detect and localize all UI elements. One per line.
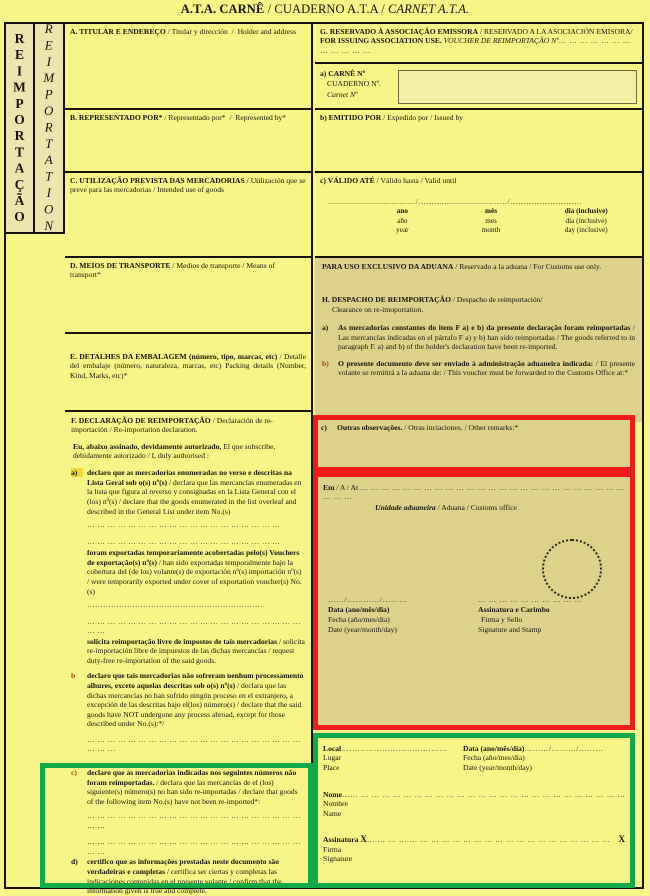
f-c-rest: / declara que las mercancías de el (los) siguiente(s) número(s) no han sido re-importadas / declare that goods of the following item No.(s) have not been re-imported*: <box>87 777 298 806</box>
field-f-pt: DECLARAÇÃO DE REIMPORTAÇÃO <box>78 416 211 425</box>
f-c-bold: declaro que as mercadorias indicadas nos seguintes números não foram reimportadas. <box>87 767 297 787</box>
title-sep-1: / <box>264 2 275 16</box>
field-d-en: Means of transport* <box>70 261 275 280</box>
valid-month-es: mes <box>485 216 497 225</box>
f-a-bold-3: solicita reimportação livre de impostos de tais mercadorias <box>87 636 278 646</box>
f-d-rest: / certifica ser ciertas y completas las indicaciones contenidas en el presente volante / confirm that the information given is true and complete. <box>87 867 282 896</box>
field-b-represented-by[interactable] <box>65 110 311 173</box>
holder-sig-en: Signature <box>323 854 353 864</box>
f-c-dots-1[interactable]: … … … … … … … … … … … … … … … … … … … … … … … <box>87 811 301 830</box>
valid-day-pt: dia (inclusive) <box>564 207 608 216</box>
valid-day-en: day (inclusive) <box>564 226 608 235</box>
carnet-es: CUADERNO Nº. <box>327 79 381 89</box>
field-f-item-a-marker: a) <box>71 468 83 477</box>
field-e-code: E. <box>70 352 77 361</box>
h-c-body <box>337 423 624 433</box>
holder-sig-es: Firma <box>323 845 342 855</box>
customs-stamp-block <box>478 595 628 635</box>
carnet-row <box>320 69 637 104</box>
field-h-item-c <box>321 423 624 433</box>
field-a-pt: TITULAR E ENDEREÇO <box>79 27 166 36</box>
spine-text-pt: REIMPORTAÇÃO <box>12 30 27 226</box>
field-c-valid-until[interactable] <box>315 173 642 258</box>
spine-text-en: REIMPORTATION <box>41 21 57 235</box>
issued-pt: EMITIDO POR <box>328 113 382 122</box>
field-f-intro <box>71 442 305 461</box>
holder-local-pt: Local <box>323 744 342 753</box>
field-c-pt: UTILIZAÇÃO PREVISTA DAS MERCADORIAS <box>79 176 245 185</box>
field-f-item-b <box>71 671 305 754</box>
field-c-code: C. <box>70 176 78 185</box>
field-d-code: D. <box>70 261 78 270</box>
office-pt: Em <box>323 483 335 492</box>
field-b-pt: REPRESENTADO POR* <box>78 113 163 122</box>
h-a-marker: a) <box>322 322 329 332</box>
field-f-item-d-marker: d) <box>71 857 78 867</box>
field-f-item-a-body <box>87 468 305 665</box>
stamp-placeholder-circle <box>542 539 602 599</box>
holder-sig-x-right: X <box>618 833 625 844</box>
f-a-bold-1: declaro que as mercadorias enumeradas no verso e descritas na Lista Geral sob o(s) nº(s) <box>87 468 292 487</box>
other-remarks-highlight-box[interactable] <box>313 415 635 472</box>
valid-month-en: month <box>481 226 501 235</box>
customs-signature-row <box>328 595 628 635</box>
holder-name-block <box>323 790 630 818</box>
field-c-label: C. UTILIZAÇÃO PREVISTA DAS MERCADORIAS / Utilización que se preve para las mercadorias / Intended use of goods <box>70 176 306 195</box>
f-a-dots-2[interactable]: … … … … … … … … … … … … … … … … … … … <box>87 536 281 546</box>
h-a-rest: / Las mercancías indicadas en el párrafo F a) y b) han sido reimportadas / The goods referred to in paragraph F. a) and b) of the holder's declaration have been re-imported. <box>338 322 635 352</box>
customs-date-block <box>328 595 478 635</box>
field-b-en: Represented by* <box>235 113 287 122</box>
valid-en: Valid until <box>424 176 457 185</box>
field-e-label: E. DETALHES DA EMBALAGEM (número, tipo, marcas, etc) / Detalle del embalaje (número, naturaleza, marcas, etc) Packing details (Number, Kind, Marks, etc)* <box>70 352 307 380</box>
office-es: A <box>339 483 345 492</box>
holder-local-en: Place <box>323 762 340 772</box>
holder-local-line <box>323 744 463 753</box>
office-sub-pt: Unidade aduaneira <box>375 502 436 512</box>
f-c-dots-2[interactable]: … … … … … … … … … … … … … … … … … … … … … … … <box>87 837 301 856</box>
h-a-pt: As mercadorias constantes do item F a) e b) da presente declaração foram reimportadas <box>338 322 631 332</box>
field-h-code: H. <box>322 295 330 305</box>
holder-name-es: Nombre <box>323 799 348 809</box>
title-sep-2: / <box>378 2 389 16</box>
field-g-en: FOR ISSUING ASSOCIATION USE. <box>320 36 442 46</box>
holder-date-es: Fecha (año/mes/dia) <box>463 753 525 763</box>
h-c-rest: / Otras inciaciones. / Other remarks:* <box>404 423 519 432</box>
h-c-marker: c) <box>321 423 327 432</box>
field-g-label: G. RESERVADO À ASSOCIAÇÃO EMISSORA / RESERVADO A LA ASOCIACIÓN EMISORA/ FOR ISSUING ASSOCIATION USE. VOUCHER DE REIMPORTAÇÃO Nº… … … … … … … … … … … … <box>320 27 633 55</box>
spine-col-pt <box>6 24 35 232</box>
field-f-item-b-marker: b <box>71 671 76 681</box>
customs-date-en: Date (year/month/day) <box>328 625 397 635</box>
valid-until-columns <box>320 207 637 235</box>
field-h-en: Clearance on re-imoportation. <box>332 304 424 314</box>
customs-date-pt: Data (ano/mês/dia) <box>328 605 390 615</box>
field-f-label: F. DECLARAÇÃO DE REIMPORTAÇÃO / Declaración de re-importación / Re-importation declaration. <box>71 416 273 435</box>
valid-col-month <box>447 207 536 235</box>
field-h-es: Despacho de reimportación/ <box>456 295 543 305</box>
field-a-es: Titular y dirección <box>171 27 228 36</box>
customs-header-en: For Customs use only. <box>533 262 602 271</box>
holder-signature-highlight-box[interactable] <box>313 733 635 888</box>
field-f-item-c-marker: c) <box>71 767 77 777</box>
office-sub-es: Aduana <box>441 502 465 512</box>
field-b-es: Representado por* <box>168 113 226 122</box>
holder-local-es: Lugar <box>323 753 342 763</box>
field-d-label: D. MEIOS DE TRANSPORTE / Medios de transporte / Means of transport* <box>70 261 275 280</box>
customs-sig-pt: Assinatura e Carimbo <box>478 605 550 615</box>
holder-sig-dots[interactable]: … … … … … … … … … … … … … … … … … … … … … … … <box>366 834 611 844</box>
f-a-block-3 <box>87 637 305 666</box>
h-b-rest: / El presente volante se remitirá a la aduana de: / This voucher must be forwarded to the Customs Office at:* <box>338 358 635 378</box>
holder-signature-block <box>323 834 625 864</box>
carnet-labels <box>320 69 398 100</box>
f-a-dots-3[interactable]: ………………………………………………………… <box>87 600 263 610</box>
f-a-rest-2: / han sido exportadas temporalmente bajo la cobertura del (de los) volante(s) de exportación nº(s) importación nº(s) / were temporarily exported under cover of exportation voucher(s) No.(s) <box>87 557 302 596</box>
field-c-en: Intended use of goods <box>157 185 224 195</box>
field-e-en: Packing details (Number, Kind, Marks, etc)* <box>70 361 307 380</box>
valid-col-year <box>358 207 447 235</box>
customs-header-es: Reservado a la aduana <box>459 262 528 271</box>
holder-name-en: Name <box>323 808 342 818</box>
field-h-item-a <box>322 323 635 352</box>
carnet-number-input[interactable] <box>398 70 637 104</box>
field-e-es: Detalle del embalaje (número, naturaleza, marcas, etc) <box>70 352 306 371</box>
valid-col-day <box>535 207 637 235</box>
carnet-marker: a) <box>320 69 327 78</box>
holder-name-dots[interactable]: …… … … … … … … … … … … … … … … … … … … … … … … … … … <box>341 789 626 799</box>
title-en: CARNET A.T.A. <box>388 2 470 16</box>
field-f-item-b-body <box>87 671 305 754</box>
customs-sig-en: Signature and Stamp <box>478 625 542 635</box>
customs-use-only-zone <box>315 258 642 422</box>
field-a-code: A. <box>70 27 78 36</box>
field-a-holder-address[interactable] <box>65 24 311 110</box>
issued-en: Issued by <box>434 113 464 122</box>
holder-date-en: Date (year/month/day) <box>463 762 532 772</box>
customs-sig-rule[interactable]: … … … … … … … … … … <box>478 595 583 604</box>
holder-name-pt: Nome <box>323 789 342 799</box>
field-a-carnet-number[interactable] <box>315 64 642 110</box>
h-b-body <box>338 359 635 378</box>
h-a-body <box>338 323 635 352</box>
customs-office-signature-highlight-box[interactable] <box>313 472 635 730</box>
field-b-code: B. <box>70 113 77 122</box>
h-b-pt: O presente documento deve ser enviado à administração aduaneira indicada: <box>338 358 594 368</box>
holder-signature-line[interactable] <box>323 834 625 845</box>
customs-date-rule[interactable]: ……/…………/……… <box>328 595 408 604</box>
field-b-label: B. REPRESENTADO POR* / Representado por* / Represented by* <box>70 113 287 122</box>
field-e-pt: DETALHES DA EMBALAGEM (número, tipo, marcas, etc) <box>79 352 278 361</box>
not-reimported-highlight-box[interactable] <box>40 763 313 888</box>
f-b-dots-1[interactable]: … … … … … … … … … … … … … … … … … … … … … … … … <box>87 734 301 754</box>
field-h-item-b <box>322 359 635 378</box>
f-a-block-2 <box>87 548 305 596</box>
valid-es: Válido hasta <box>380 176 419 185</box>
field-b-issued-by[interactable] <box>315 110 642 173</box>
customs-sig-es: Firma y Sello <box>481 615 523 625</box>
field-g-issuing-association[interactable] <box>315 24 642 64</box>
holder-sig-pt: Assinatura <box>323 834 359 844</box>
carnet-en: Carnet Nº <box>327 89 358 99</box>
field-f-item-a <box>71 468 305 665</box>
f-d-bold: certifico que as informações prestadas neste documento são verdadeiras e completas <box>87 857 279 876</box>
field-a-label: A. TITULAR E ENDEREÇO / Titular y dirección / Holder and address <box>70 27 297 36</box>
valid-until-rule[interactable]: ……………………………/…….....………………..…/……………………… <box>328 197 583 207</box>
valid-pt: VÁLIDO ATÉ <box>327 176 375 185</box>
customs-header-pt: PARA USO EXCLUSIVO DA ADUANA <box>322 262 454 271</box>
field-f-intro-pt: Eu, abaixo assinado, devidamente autorizado, <box>73 441 222 451</box>
customs-office-sublabel: Unidade aduaneira / Aduana / Customs office <box>375 502 517 512</box>
field-g-code: G. <box>320 27 328 36</box>
holder-local-dots[interactable]: ………………………………… <box>341 744 448 753</box>
field-f-code: F. <box>71 416 77 425</box>
holder-date-dots[interactable]: ………/………/……… <box>524 744 604 753</box>
holder-name-line <box>323 790 630 799</box>
field-g-voucher-label: VOUCHER DE REIMPORTAÇÃO Nº <box>443 36 559 46</box>
valid-year-en: year <box>396 226 409 235</box>
f-a-rest-3: / solicita re-importación libre de impuestos de las dichas mercancías / request duty-free re-importation of the said goods. <box>87 636 305 665</box>
f-a-dots-4[interactable]: … … … … … … … … … … … … … … … … … … … … … … … <box>87 616 301 636</box>
valid-until-label: c) VÁLIDO ATÉ / Válido hasta / Valid until <box>320 176 457 185</box>
field-b-issued-label: b) EMITIDO POR / Expedido por / Issued by <box>320 113 464 122</box>
holder-local-block <box>323 744 463 772</box>
field-g-es: RESERVADO A LA ASOCIACIÓN EMISORA/ <box>483 27 633 36</box>
f-a-rest-1: / declara que las mercancías enumeradas en la lista que figura al reverso y consignadas en la Lista General con el (los) nº(s) / declare that the goods enumerated in the list overleaf and described in the General List under item No.(s) <box>87 477 302 516</box>
field-a-en: Holder and address <box>237 27 297 36</box>
customs-office-line: Em / A / At … … … … … … … … … … … … … … … … … … … … … … … … … … … … <box>323 483 625 502</box>
customs-date-es: Fecha (año/mes/dia) <box>328 615 390 625</box>
carnet-pt: CARNÊ Nº <box>328 69 366 78</box>
issued-marker: b) <box>320 113 327 122</box>
field-f-es: Declaración de re-importación <box>71 416 273 435</box>
field-f-intro-rest: El que subscribe, debidamente autorizado / I, duly authorised : <box>73 441 276 460</box>
f-a-dots-1[interactable]: … … … … … … … … … … … … … … … … … … … <box>87 520 281 530</box>
field-c-intended-use[interactable] <box>65 173 311 258</box>
holder-local-date-row <box>323 744 630 772</box>
carnet-pt-line <box>320 69 398 79</box>
title-es: CUADERNO A.T.A <box>274 2 379 16</box>
h-b-marker: b) <box>322 358 329 368</box>
field-c-es: Utilización que se preve para las mercadorias <box>70 176 306 195</box>
holder-date-pt: Data (ano/mês/dia) <box>463 744 525 753</box>
left-column <box>65 24 313 896</box>
office-sub-en: Customs office <box>470 502 517 512</box>
field-h-label: H. DESPACHO DE REIMPORTAÇÃO / Despacho de reimportación/ Clearance on re-imoportation. <box>322 295 543 314</box>
valid-day-es: día (inclusive) <box>565 216 607 225</box>
h-c-pt: Outras observações. <box>337 423 403 432</box>
field-g-voucher-dots[interactable]: … … … … … … … … … … … … <box>320 36 631 55</box>
f-b-bold: declaro que tais mercadorias não sofreram nenhum processamento alhures, exceto aquelas descritas sob o(s) nº(s) <box>87 671 304 690</box>
f-b-rest: / declara que las dichas mercancías no han sufrido ningún proceso en el extranjero, a excepción de las descritas bajo el(los) número(s) / declare that the said goods have NOT undergone any process abroad, except for those described under No.(s):*/ <box>87 681 302 729</box>
customs-use-only-header: PARA USO EXCLUSIVO DA ADUANA / Reservado a la aduana / For Customs use only. <box>322 262 602 271</box>
field-h-pt: DESPACHO DE REIMPORTAÇÃO <box>331 295 451 305</box>
page-title <box>0 2 650 17</box>
office-dots[interactable]: … … … … … … … … … … … … … … … … … … … … … … … … … … … … <box>323 483 625 502</box>
spine-label-block <box>6 21 65 235</box>
f-a-bold-2: foram exportadas temporariamente acobertadas pelo(s) Vouchers de exportação(s) nº(s) <box>87 548 300 567</box>
valid-month-pt: mês <box>485 207 498 216</box>
holder-date-line <box>463 744 630 753</box>
spine-col-en <box>35 21 64 235</box>
valid-marker: c) <box>320 176 326 185</box>
holder-sig-x-left: X <box>360 833 367 844</box>
issued-es: Expedido por <box>387 113 429 122</box>
valid-year-pt: ano <box>396 207 408 216</box>
field-d-es: Medios de transporte <box>176 261 241 270</box>
holder-date-block <box>463 744 630 772</box>
valid-year-es: año <box>397 216 408 225</box>
field-d-means-of-transport[interactable] <box>65 258 311 334</box>
field-d-pt: MEIOS DE TRANSPORTE <box>79 261 171 270</box>
field-f-en: Re-importation declaration. <box>113 425 198 435</box>
office-en: At <box>350 483 359 492</box>
field-e-packing-details[interactable] <box>65 334 311 412</box>
title-pt: A.T.A. CARNÊ <box>180 2 265 16</box>
field-g-pt: RESERVADO À ASSOCIAÇÃO EMISSORA <box>329 27 479 36</box>
